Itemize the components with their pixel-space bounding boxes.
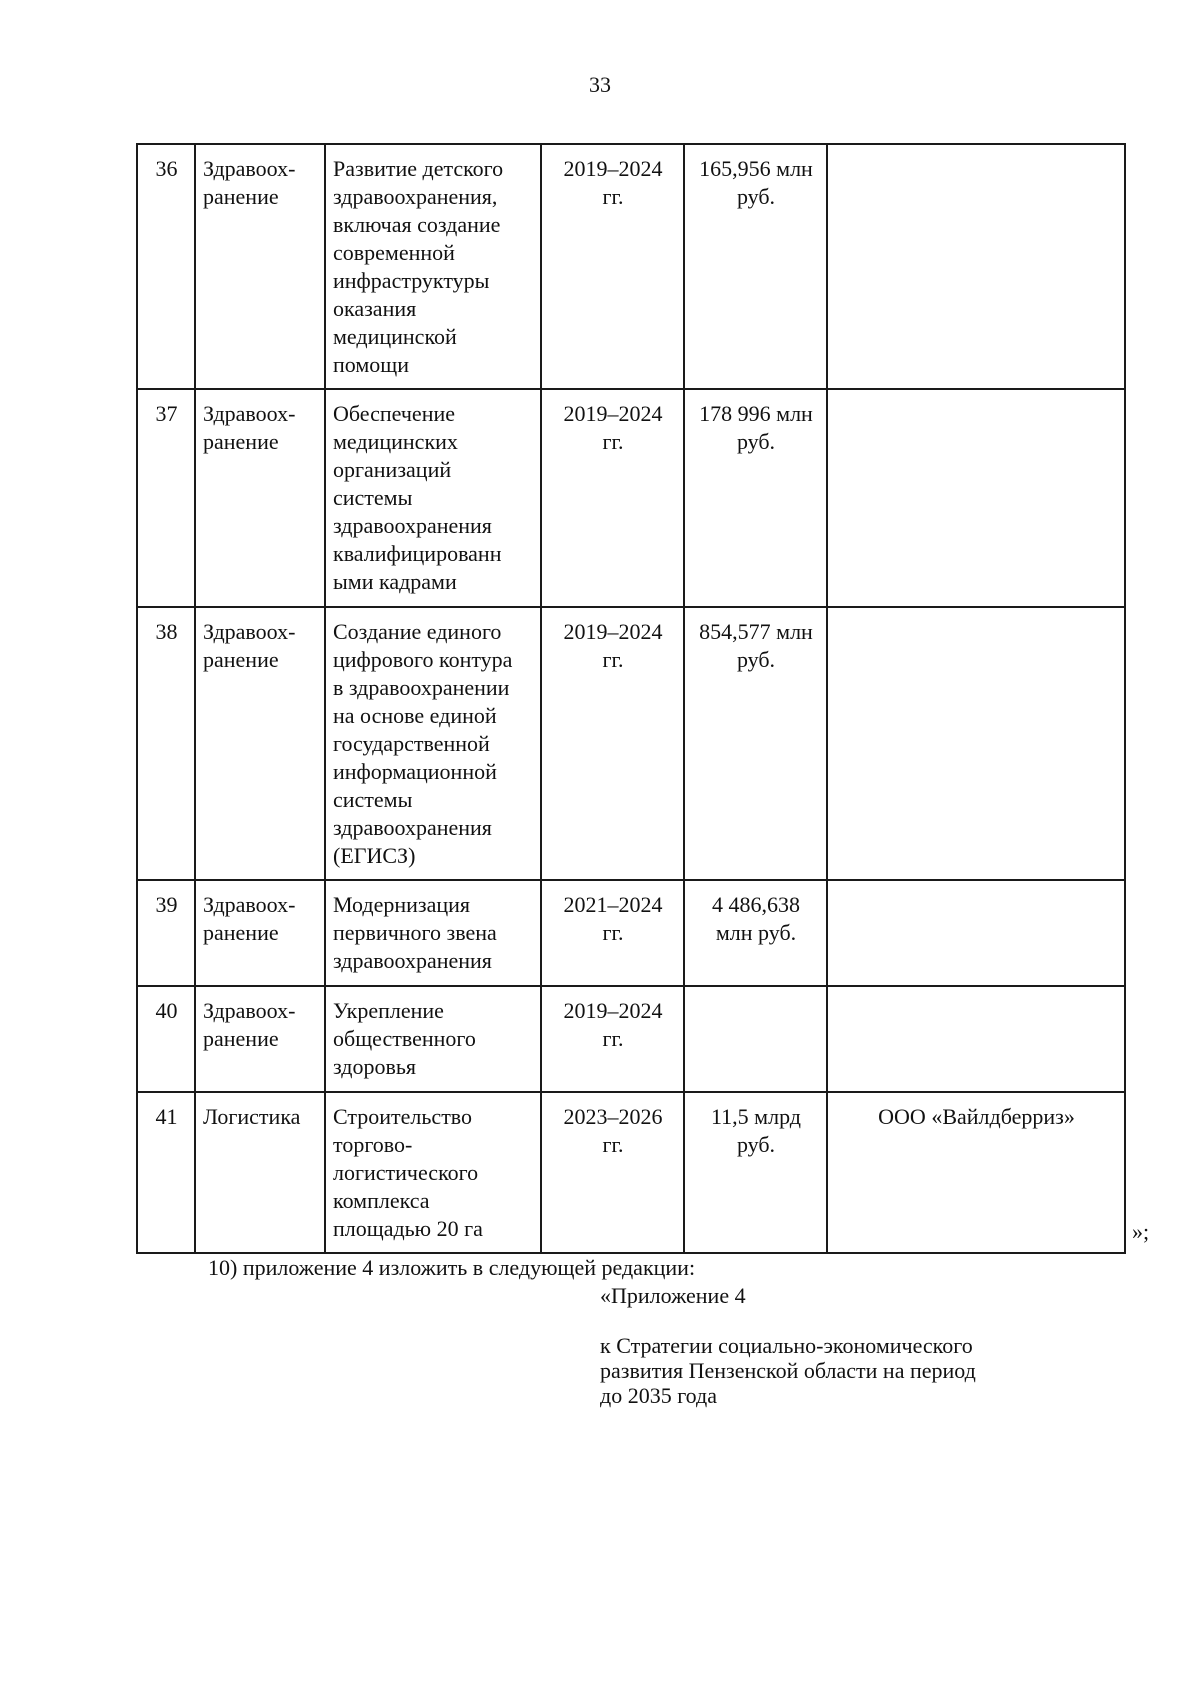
- row-period: 2023–2026 гг.: [541, 1092, 684, 1253]
- row-project: Строительство торгово- логистического комплекса площадью 20 га: [325, 1092, 541, 1253]
- row-period: 2019–2024 гг.: [541, 607, 684, 880]
- row-amount: 854,577 млн руб.: [684, 607, 827, 880]
- row-number: 39: [137, 880, 195, 986]
- row-project: Развитие детского здравоохранения, включая создание современной инфраструктуры оказания медицинской помощи: [325, 144, 541, 389]
- table-row: [137, 389, 1125, 607]
- page-number: 33: [589, 72, 611, 97]
- table-row: [137, 1092, 1125, 1253]
- row-amount: 11,5 млрд руб.: [684, 1092, 827, 1253]
- row-sector: Здравоох- ранение: [195, 144, 325, 389]
- projects-table: [136, 143, 1126, 1254]
- row-project: Укрепление общественного здоровья: [325, 986, 541, 1092]
- closing-quote: »;: [1132, 1219, 1150, 1244]
- row-sector: Логистика: [195, 1092, 325, 1253]
- row-investor: [827, 389, 1125, 607]
- row-amount: 4 486,638 млн руб.: [684, 880, 827, 986]
- row-investor: [827, 880, 1125, 986]
- row-investor: [827, 607, 1125, 880]
- table-row: [137, 607, 1125, 880]
- row-number: 38: [137, 607, 195, 880]
- table-row: [137, 880, 1125, 986]
- table-row: [137, 986, 1125, 1092]
- row-period: 2021–2024 гг.: [541, 880, 684, 986]
- appendix-title: «Приложение 4: [600, 1283, 746, 1308]
- table-row: [137, 144, 1125, 389]
- row-project: Создание единого цифрового контура в здравоохранении на основе единой государственной информационной системы здравоохранения (ЕГИСЗ): [325, 607, 541, 880]
- row-investor: ООО «Вайлдберриз»: [827, 1092, 1125, 1253]
- row-number: 36: [137, 144, 195, 389]
- row-project: Модернизация первичного звена здравоохранения: [325, 880, 541, 986]
- row-sector: Здравоох- ранение: [195, 607, 325, 880]
- row-amount: 165,956 млн руб.: [684, 144, 827, 389]
- row-number: 40: [137, 986, 195, 1092]
- row-number: 41: [137, 1092, 195, 1253]
- row-period: 2019–2024 гг.: [541, 986, 684, 1092]
- row-amount: [684, 986, 827, 1092]
- row-amount: 178 996 млн руб.: [684, 389, 827, 607]
- row-sector: Здравоох- ранение: [195, 880, 325, 986]
- appendix-subtitle: к Стратегии социально-экономического развития Пензенской области на период до 2035 года: [600, 1333, 976, 1408]
- row-project: Обеспечение медицинских организаций системы здравоохранения квалифицированн ыми кадрами: [325, 389, 541, 607]
- amendment-instruction: 10) приложение 4 изложить в следующей редакции:: [208, 1255, 696, 1280]
- row-period: 2019–2024 гг.: [541, 389, 684, 607]
- row-sector: Здравоох- ранение: [195, 986, 325, 1092]
- row-period: 2019–2024 гг.: [541, 144, 684, 389]
- row-investor: [827, 144, 1125, 389]
- row-sector: Здравоох- ранение: [195, 389, 325, 607]
- row-number: 37: [137, 389, 195, 607]
- row-investor: [827, 986, 1125, 1092]
